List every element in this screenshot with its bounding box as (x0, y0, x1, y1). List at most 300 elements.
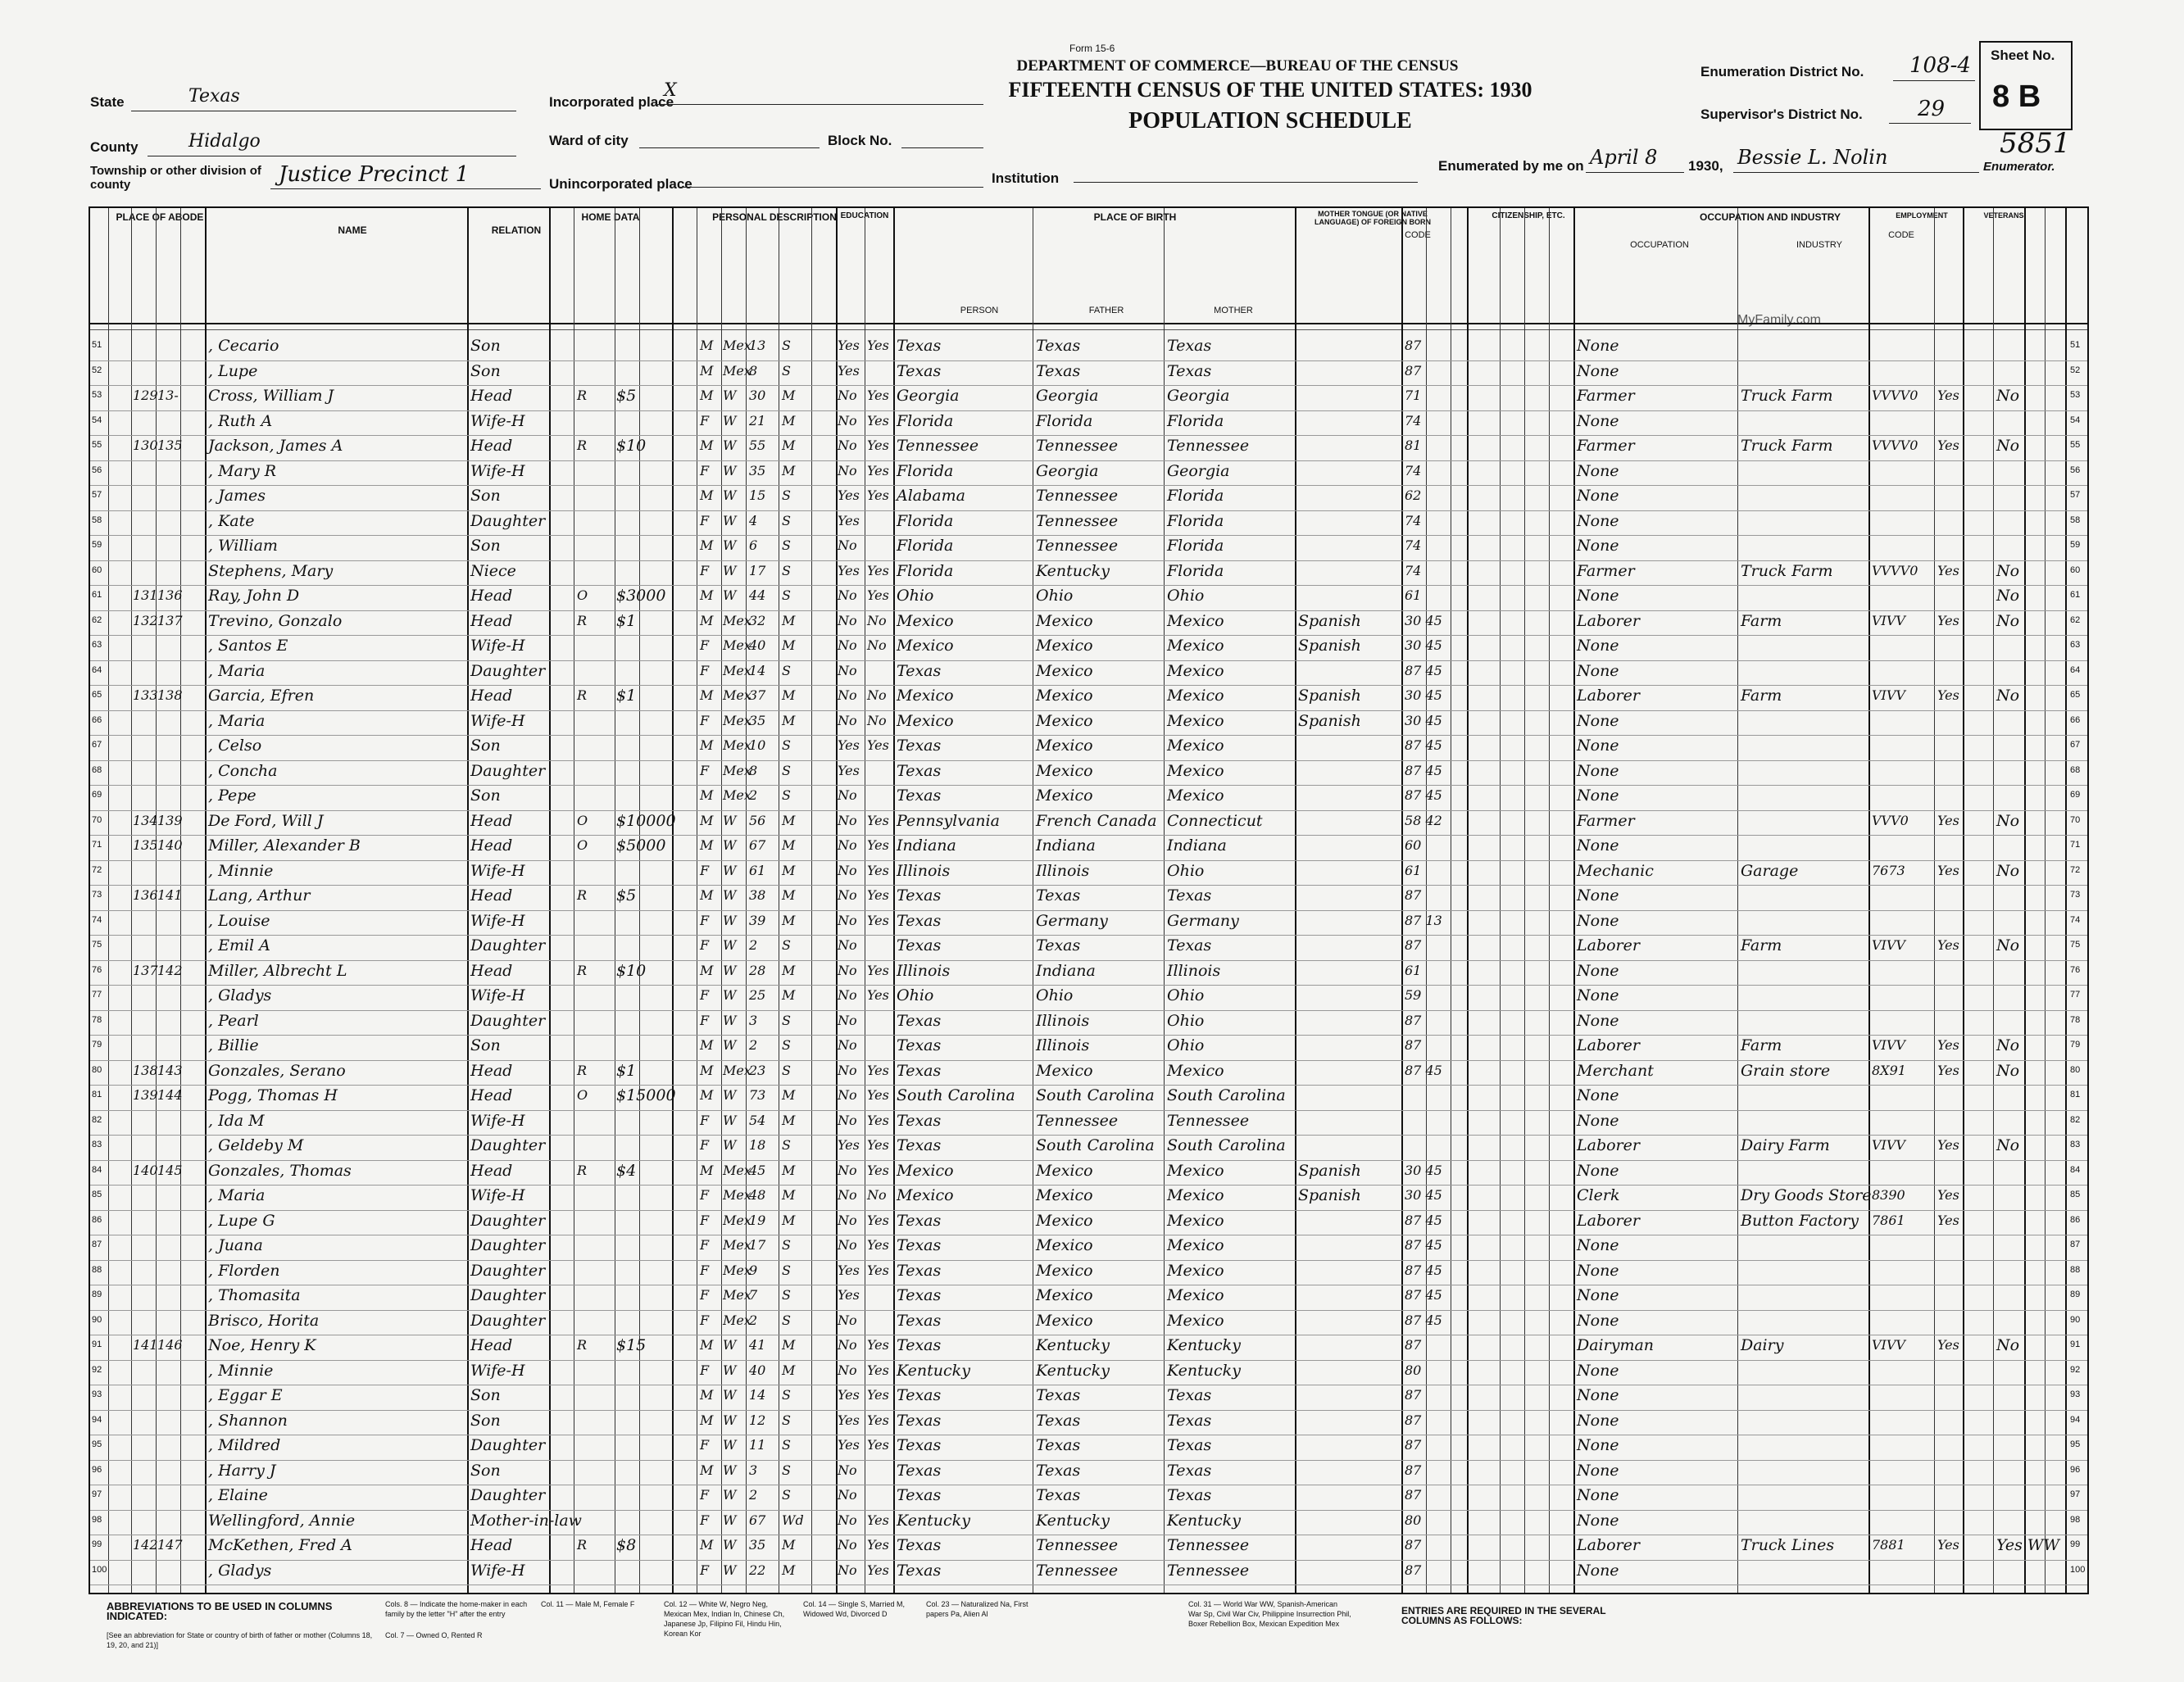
cell-sex: F (700, 1487, 710, 1503)
cell-birth: Texas (897, 361, 942, 380)
cell-own: R (577, 1337, 588, 1353)
cell-sex: M (700, 1387, 714, 1403)
cell-sex: F (700, 662, 710, 678)
cell-vet: No (1996, 936, 2020, 954)
footer-note-2: Col. 7 — Owned O, Rented R (385, 1631, 483, 1639)
cell-age: 32 (749, 612, 766, 628)
cell-occ: None (1577, 1111, 1619, 1130)
cell-ind: Dairy (1741, 1336, 1784, 1354)
cell-vet: No (1996, 387, 2020, 405)
colhead-industry: INDUSTRY (1796, 240, 1843, 250)
table-row (90, 535, 2087, 556)
cell-mar: S (782, 1312, 791, 1328)
line-number-right: 89 (2070, 1290, 2081, 1299)
cell-code: 87 (1405, 1462, 1422, 1478)
line-number-right: 64 (2070, 664, 2081, 675)
cell-name: , James (208, 487, 266, 505)
cell-vet: No (1996, 587, 2020, 605)
cell-race: Mex (723, 787, 751, 803)
cell-sex: M (700, 787, 714, 803)
cell-sex: M (700, 1062, 714, 1078)
cell-ind: Dairy Farm (1741, 1136, 1830, 1154)
cell-occ: None (1577, 1261, 1619, 1280)
cell-rel: Wife-H (470, 711, 525, 730)
cell-age: 8 (749, 762, 758, 778)
cell-mother: Mexico (1167, 1286, 1224, 1304)
cell-age: 9 (749, 1262, 758, 1278)
cell-rel: Son (470, 537, 501, 555)
table-row (90, 485, 2087, 506)
cell-name: , Pepe (208, 787, 257, 805)
cell-rel: Daughter (470, 1236, 546, 1254)
cell-icode: VIVV (1872, 1337, 1905, 1353)
line-number: 91 (92, 1340, 102, 1349)
cell-occ: None (1577, 836, 1619, 855)
cell-birth: Texas (897, 1386, 942, 1404)
cell-school: No (838, 1187, 857, 1203)
cell-mother: Mexico (1167, 1186, 1224, 1204)
table-row (90, 835, 2087, 856)
cell-rel: Son (470, 1386, 501, 1404)
cell-code: 87 45 (1405, 762, 1442, 778)
cell-school: Yes (838, 737, 860, 753)
cell-name: , Juana (208, 1236, 263, 1254)
cell-icode: VVVV0 (1872, 388, 1918, 403)
line-number-right: 62 (2070, 614, 2081, 625)
cell-sex: M (700, 962, 714, 978)
cell-age: 3 (749, 1462, 758, 1478)
cell-father: Illinois (1036, 861, 1090, 880)
cell-birth: Texas (897, 1011, 942, 1030)
cell-father: Tennessee (1036, 487, 1119, 505)
cell-name: , Maria (208, 711, 266, 730)
cell-mother: Florida (1167, 487, 1224, 505)
cell-name: Garcia, Efren (208, 687, 315, 705)
line-number: 73 (92, 890, 102, 900)
cell-fam: 140 (157, 837, 183, 853)
cell-mother: Indiana (1167, 836, 1227, 855)
cell-code: 87 45 (1405, 1287, 1442, 1303)
cell-race: Mex (723, 338, 751, 353)
cell-birth: Texas (897, 1436, 942, 1454)
cell-read: Yes (867, 812, 889, 828)
cell-read: Yes (867, 862, 889, 878)
cell-vet: No (1996, 1036, 2020, 1054)
cell-father: Kentucky (1036, 1361, 1110, 1380)
table-row (90, 1335, 2087, 1356)
cell-school: No (838, 837, 857, 853)
cell-sex: M (700, 338, 714, 353)
cell-father: Texas (1036, 1386, 1081, 1404)
cell-school: No (838, 1212, 857, 1228)
cell-age: 30 (749, 388, 766, 403)
line-number-right: 78 (2070, 1014, 2081, 1025)
cell-mother: Tennessee (1167, 437, 1250, 455)
cell-birth: Texas (897, 661, 942, 680)
institution-label: Institution (992, 170, 1060, 186)
cell-read: Yes (867, 1512, 889, 1528)
stamp-number: 5851 (2000, 127, 2071, 160)
table-row (90, 1110, 2087, 1131)
cell-sex: M (700, 687, 714, 703)
cell-race: Mex (723, 662, 751, 678)
cell-birth: Florida (897, 561, 954, 580)
cell-birth: Texas (897, 737, 942, 755)
cell-father: Texas (1036, 337, 1081, 355)
table-row (90, 735, 2087, 756)
cell-tongue: Spanish (1298, 711, 1361, 730)
table-row (90, 1310, 2087, 1331)
table-row (90, 1085, 2087, 1106)
cell-race: Mex (723, 1287, 751, 1303)
line-number-right: 98 (2070, 1514, 2081, 1525)
cell-father: Mexico (1036, 737, 1093, 755)
line-number-right: 87 (2070, 1240, 2081, 1249)
cell-code: 87 45 (1405, 1237, 1442, 1253)
cell-mar: M (782, 1537, 796, 1553)
cell-read: Yes (867, 1087, 889, 1103)
cell-own: R (577, 687, 588, 703)
cell-birth: Florida (897, 411, 954, 430)
watermark: MyFamily.com (1737, 313, 1821, 327)
cell-age: 35 (749, 462, 766, 478)
cell-school: No (838, 1487, 857, 1503)
cell-birth: Texas (897, 1536, 942, 1554)
enum-district-label: Enumeration District No. (1700, 64, 1864, 79)
cell-dwell: 130 (133, 438, 158, 453)
cell-ind: Farm (1741, 936, 1782, 954)
cell-mar: S (782, 1037, 791, 1053)
cell-sex: M (700, 837, 714, 853)
cell-code: 80 (1405, 1512, 1422, 1528)
cell-val: $5 (616, 886, 637, 904)
census-title: FIFTEENTH CENSUS OF THE UNITED STATES: 1930 (1008, 78, 1532, 102)
cell-rel: Head (470, 611, 513, 630)
cell-mother: Mexico (1167, 737, 1224, 755)
cell-age: 21 (749, 412, 766, 428)
cell-birth: South Carolina (897, 1086, 1015, 1104)
cell-read: Yes (867, 438, 889, 453)
cell-father: Mexico (1036, 687, 1093, 705)
cell-school: No (838, 712, 857, 728)
cell-mar: S (782, 1462, 791, 1478)
line-number-right: 88 (2070, 1264, 2081, 1275)
cell-code: 87 (1405, 1387, 1422, 1403)
cell-birth: Mexico (897, 687, 954, 705)
cell-father: Illinois (1036, 1011, 1090, 1030)
cell-mother: Tennessee (1167, 1111, 1250, 1130)
cell-school: No (838, 462, 857, 478)
cell-icode: VVVV0 (1872, 438, 1918, 453)
cell-birth: Florida (897, 461, 954, 480)
line-number-right: 66 (2070, 714, 2081, 725)
line-number: 55 (92, 440, 102, 450)
cell-name: , Ruth A (208, 411, 273, 430)
cell-fam: 143 (157, 1062, 183, 1078)
cell-occ: None (1577, 986, 1619, 1004)
cell-name: , Emil A (208, 936, 270, 954)
cell-rel: Daughter (470, 511, 546, 530)
cell-mother: Tennessee (1167, 1561, 1250, 1580)
cell-sex: F (700, 1362, 710, 1378)
line-number: 51 (92, 340, 102, 350)
line-number: 63 (92, 640, 102, 650)
cell-father: Mexico (1036, 1311, 1093, 1330)
cell-father: Georgia (1036, 461, 1099, 480)
group-abode: PLACE OF ABODE (116, 211, 204, 223)
line-number: 56 (92, 465, 102, 475)
table-row (90, 1285, 2087, 1306)
cell-school: No (838, 1312, 857, 1328)
table-row (90, 435, 2087, 456)
cell-birth: Mexico (897, 611, 954, 630)
cell-father: South Carolina (1036, 1136, 1155, 1154)
cell-sex: F (700, 912, 710, 928)
cell-birth: Kentucky (897, 1361, 970, 1380)
cell-read: Yes (867, 1387, 889, 1403)
cell-school: No (838, 1537, 857, 1553)
cell-race: Mex (723, 1237, 751, 1253)
cell-age: 3 (749, 1012, 758, 1028)
line-number-right: 83 (2070, 1140, 2081, 1149)
cell-mar: M (782, 887, 796, 903)
cell-fam: 13- (157, 388, 179, 403)
cell-name: Wellingford, Annie (208, 1511, 356, 1530)
cell-name: Trevino, Gonzalo (208, 611, 343, 630)
cell-mother: Mexico (1167, 661, 1224, 680)
cell-mother: Texas (1167, 1486, 1212, 1504)
colhead-father: FATHER (1088, 306, 1124, 315)
line-number: 71 (92, 840, 102, 850)
cell-name: Jackson, James A (208, 437, 343, 455)
cell-sex: F (700, 862, 710, 878)
cell-name: , Eggar E (208, 1386, 283, 1404)
cell-mar: S (782, 1412, 791, 1428)
cell-own: R (577, 1162, 588, 1178)
cell-age: 14 (749, 1387, 766, 1403)
line-number: 84 (92, 1164, 102, 1175)
cell-rel: Daughter (470, 1136, 546, 1154)
cell-read: No (867, 637, 887, 653)
cell-occ: None (1577, 461, 1619, 480)
cell-mother: South Carolina (1167, 1086, 1286, 1104)
cell-age: 2 (749, 1487, 758, 1503)
cell-race: Mex (723, 712, 751, 728)
table-row (90, 1235, 2087, 1256)
cell-vet: No (1996, 611, 2020, 630)
cell-mar: M (782, 962, 796, 978)
cell-sex: F (700, 462, 710, 478)
block-label: Block No. (828, 133, 892, 148)
cell-occ: None (1577, 637, 1619, 655)
cell-mother: Mexico (1167, 761, 1224, 780)
cell-race: W (723, 1537, 737, 1553)
cell-occ: Farmer (1577, 811, 1635, 830)
cell-sex: F (700, 712, 710, 728)
cell-sex: M (700, 1162, 714, 1178)
sheet-box (1979, 41, 2073, 130)
cell-rel: Daughter (470, 1486, 546, 1504)
cell-birth: Mexico (897, 1161, 954, 1180)
cell-mother: Tennessee (1167, 1536, 1250, 1554)
line-number: 98 (92, 1514, 102, 1525)
cell-name: , Ida M (208, 1111, 265, 1130)
cell-ind: Truck Farm (1741, 387, 1833, 405)
incorporated-value: X (664, 80, 677, 101)
cell-mar: S (782, 737, 791, 753)
group-education: EDUCATION (840, 211, 889, 220)
cell-tongue: Spanish (1298, 1186, 1361, 1204)
cell-school: No (838, 612, 857, 628)
cell-vet: No (1996, 1336, 2020, 1354)
line-number-right: 52 (2070, 365, 2081, 375)
cell-sex: M (700, 737, 714, 753)
cell-code: 87 (1405, 1337, 1422, 1353)
cell-name: Noe, Henry K (208, 1336, 316, 1354)
cell-name: , Lupe G (208, 1211, 275, 1230)
cell-val: $5 (616, 387, 637, 405)
line-number: 67 (92, 740, 102, 750)
cell-school: Yes (838, 562, 860, 578)
sheet-value: 8 B (1992, 79, 2041, 114)
cell-occ: None (1577, 1086, 1619, 1104)
line-number: 52 (92, 365, 102, 375)
cell-birth: Ohio (897, 986, 934, 1004)
cell-read: Yes (867, 1262, 889, 1278)
cell-fam: 137 (157, 612, 183, 628)
cell-race: W (723, 887, 737, 903)
cell-birth: Alabama (897, 487, 965, 505)
cell-dwell: 137 (133, 962, 158, 978)
cell-mother: Mexico (1167, 1161, 1224, 1180)
cell-father: Georgia (1036, 387, 1099, 405)
enumerated-label: Enumerated by me on (1438, 158, 1584, 174)
cell-race: W (723, 512, 737, 528)
cell-name: , Elaine (208, 1486, 268, 1504)
cell-sex: F (700, 1262, 710, 1278)
cell-fam: 147 (157, 1537, 183, 1553)
cell-race: Mex (723, 1187, 751, 1203)
cell-icode: VIVV (1872, 1037, 1905, 1053)
cell-rel: Son (470, 1461, 501, 1480)
cell-race: W (723, 912, 737, 928)
cell-father: Mexico (1036, 611, 1093, 630)
cell-dwell: 136 (133, 887, 158, 903)
cell-sex: M (700, 887, 714, 903)
cell-birth: Mexico (897, 1186, 954, 1204)
colhead-mother: MOTHER (1214, 306, 1253, 315)
cell-name: McKethen, Fred A (208, 1536, 352, 1554)
cell-school: No (838, 1012, 857, 1028)
line-number: 94 (92, 1414, 102, 1425)
cell-school: No (838, 787, 857, 803)
cell-mar: S (782, 1262, 791, 1278)
cell-code: 74 (1405, 512, 1422, 528)
department-title: DEPARTMENT OF COMMERCE—BUREAU OF THE CENSUS (1016, 57, 1459, 75)
cell-occ: None (1577, 1511, 1619, 1530)
cell-father: Germany (1036, 911, 1108, 930)
cell-rel: Niece (470, 561, 516, 580)
table-row (90, 910, 2087, 932)
cell-sex: M (700, 537, 714, 553)
cell-val: $1 (616, 1061, 637, 1080)
cell-age: 39 (749, 912, 766, 928)
cell-occ: Laborer (1577, 1536, 1640, 1554)
cell-sex: F (700, 1512, 710, 1528)
cell-mar: S (782, 787, 791, 803)
cell-father: Texas (1036, 936, 1081, 954)
cell-dwell: 135 (133, 837, 158, 853)
cell-birth: Mexico (897, 711, 954, 730)
cell-occ: Clerk (1577, 1186, 1620, 1204)
cell-name: , Louise (208, 911, 270, 930)
cell-occ: None (1577, 587, 1619, 605)
enumerator-label: Enumerator. (1983, 160, 2055, 174)
cell-code: 87 45 (1405, 1262, 1442, 1278)
cell-age: 35 (749, 1537, 766, 1553)
cell-sex: M (700, 438, 714, 453)
cell-mar: M (782, 837, 796, 853)
cell-rel: Wife-H (470, 461, 525, 480)
cell-age: 12 (749, 1412, 766, 1428)
cell-dwell: 129 (133, 388, 158, 403)
colhead-code: CODE (1888, 230, 1914, 240)
cell-father: Indiana (1036, 836, 1096, 855)
cell-age: 2 (749, 937, 758, 953)
cell-code: 87 (1405, 1412, 1422, 1428)
cell-occ: None (1577, 1361, 1619, 1380)
cell-mar: S (782, 662, 791, 678)
colhead-person: PERSON (960, 306, 999, 315)
cell-mar: M (782, 412, 796, 428)
cell-birth: Texas (897, 886, 942, 904)
cell-father: Tennessee (1036, 437, 1119, 455)
cell-name: Ray, John D (208, 587, 300, 605)
cell-school: No (838, 937, 857, 953)
cell-mar: M (782, 1187, 796, 1203)
cell-age: 56 (749, 812, 766, 828)
cell-read: Yes (867, 1412, 889, 1428)
cell-icode: VIVV (1872, 687, 1905, 703)
cell-dwell: 142 (133, 1537, 158, 1553)
cell-mar: M (782, 612, 796, 628)
cell-mar: M (782, 438, 796, 453)
group-citizenship: CITIZENSHIP, ETC. (1492, 211, 1565, 220)
cell-name: , Gladys (208, 1561, 272, 1580)
cell-age: 17 (749, 1237, 766, 1253)
cell-sex: F (700, 1562, 710, 1578)
township-value: Justice Precinct 1 (279, 162, 470, 187)
line-number-right: 96 (2070, 1464, 2081, 1475)
cell-icode: 7881 (1872, 1537, 1905, 1553)
cell-val: $10000 (616, 811, 676, 830)
cell-father: Ohio (1036, 986, 1074, 1004)
cell-vet: Yes WW (1996, 1536, 2059, 1554)
cell-code: 87 (1405, 1012, 1422, 1028)
cell-icode: VIVV (1872, 937, 1905, 953)
cell-age: 15 (749, 487, 766, 503)
cell-rel: Daughter (470, 1261, 546, 1280)
cell-read: Yes (867, 987, 889, 1003)
cell-code: 87 45 (1405, 662, 1442, 678)
cell-mar: S (782, 362, 791, 379)
cell-mother: Florida (1167, 561, 1224, 580)
cell-name: , Maria (208, 661, 266, 680)
cell-code: 59 (1405, 987, 1422, 1003)
cell-mother: Kentucky (1167, 1361, 1241, 1380)
cell-mother: Texas (1167, 1386, 1212, 1404)
cell-race: W (723, 1512, 737, 1528)
